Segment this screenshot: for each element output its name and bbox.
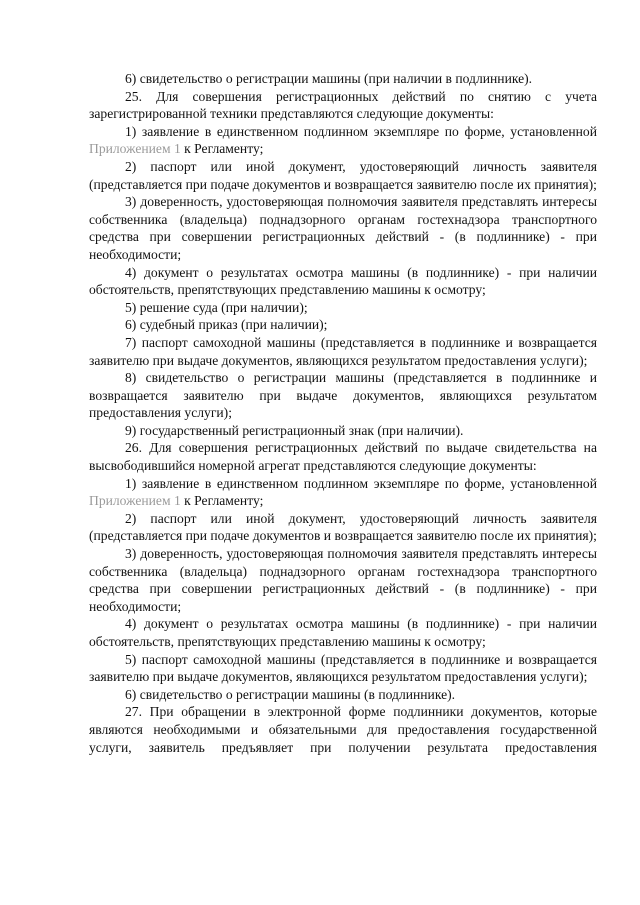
paragraph-26-item-5: 5) паспорт самоходной машины (представляется в подлиннике и возвращается заявителю при выдаче документов, являющихся результатом предоставления услуги);	[89, 651, 597, 685]
paragraph-25-item-6b: 6) судебный приказ (при наличии);	[125, 317, 328, 333]
paragraph-26-item-3: 3) доверенность, удостоверяющая полномочия заявителя представлять интересы собственника (владельца) поднадзорного органам гостехнадзора транспортного средства при совершении регистрационных действий - (в подлиннике) - при необходимости;	[89, 546, 597, 614]
paragraph-25-item-9: 9) государственный регистрационный знак (при наличии).	[125, 422, 464, 438]
paragraph-25: 25. Для совершения регистрационных действий по снятию с учета зарегистрированной техники представляются следующие документы:	[89, 88, 597, 122]
paragraph-25-item-8: 8) свидетельство о регистрации машины (представляется в подлиннике и возвращается заявителю при выдаче документов, являющихся результатом предоставления услуги);	[89, 370, 597, 421]
paragraph-25-item-6: 6) свидетельство о регистрации машины (при наличии в подлиннике).	[125, 71, 533, 86]
paragraph-26-item-6: 6) свидетельство о регистрации машины (в подлиннике).	[125, 686, 456, 702]
paragraph-25-item-5: 5) решение суда (при наличии);	[125, 299, 308, 315]
paragraph-27: 27. При обращении в электронной форме подлинники документов, которые являются необходимыми и обязательными для предоставления государственной услуги, заявитель предъявляет при получении результата предоставления	[89, 704, 597, 755]
paragraph-25-item-2: 2) паспорт или иной документ, удостоверяющий личность заявителя (представляется при подаче документов и возвращается заявителю после их принятия);	[89, 158, 597, 192]
appendix-1-link[interactable]: Приложением 1	[89, 493, 181, 509]
paragraph-26: 26. Для совершения регистрационных действий по выдаче свидетельства на высвободившийся номерной агрегат представляются следующие документы:	[89, 440, 597, 474]
paragraph-25-item-7: 7) паспорт самоходной машины (представляется в подлиннике и возвращается заявителю при выдаче документов, являющихся результатом предоставления услуги);	[89, 334, 597, 368]
paragraph-25-item-4: 4) документ о результатах осмотра машины (в подлиннике) - при наличии обстоятельств, препятствующих представлению машины к осмотру;	[89, 264, 597, 298]
paragraph-25-item-3: 3) доверенность, удостоверяющая полномочия заявителя представлять интересы собственника (владельца) поднадзорного органам гостехнадзора транспортного средства при совершении регистрационных действий - (в подлиннике) - при необходимости;	[89, 194, 597, 262]
paragraph-26-item-2: 2) паспорт или иной документ, удостоверяющий личность заявителя (представляется при подаче документов и возвращается заявителю после их принятия);	[89, 510, 597, 544]
paragraph-25-item-1: 1) заявление в единственном подлинном экземпляре по форме, установленной Приложением 1 к Регламенту;	[89, 123, 597, 157]
document-page	[89, 70, 597, 756]
paragraph-26-item-4: 4) документ о результатах осмотра машины (в подлиннике) - при наличии обстоятельств, препятствующих представлению машины к осмотру;	[89, 616, 597, 649]
paragraph-26-item-1: 1) заявление в единственном подлинном экземпляре по форме, установленной Приложением 1 к Регламенту;	[89, 475, 597, 509]
appendix-1-link[interactable]: Приложением 1	[89, 141, 181, 157]
